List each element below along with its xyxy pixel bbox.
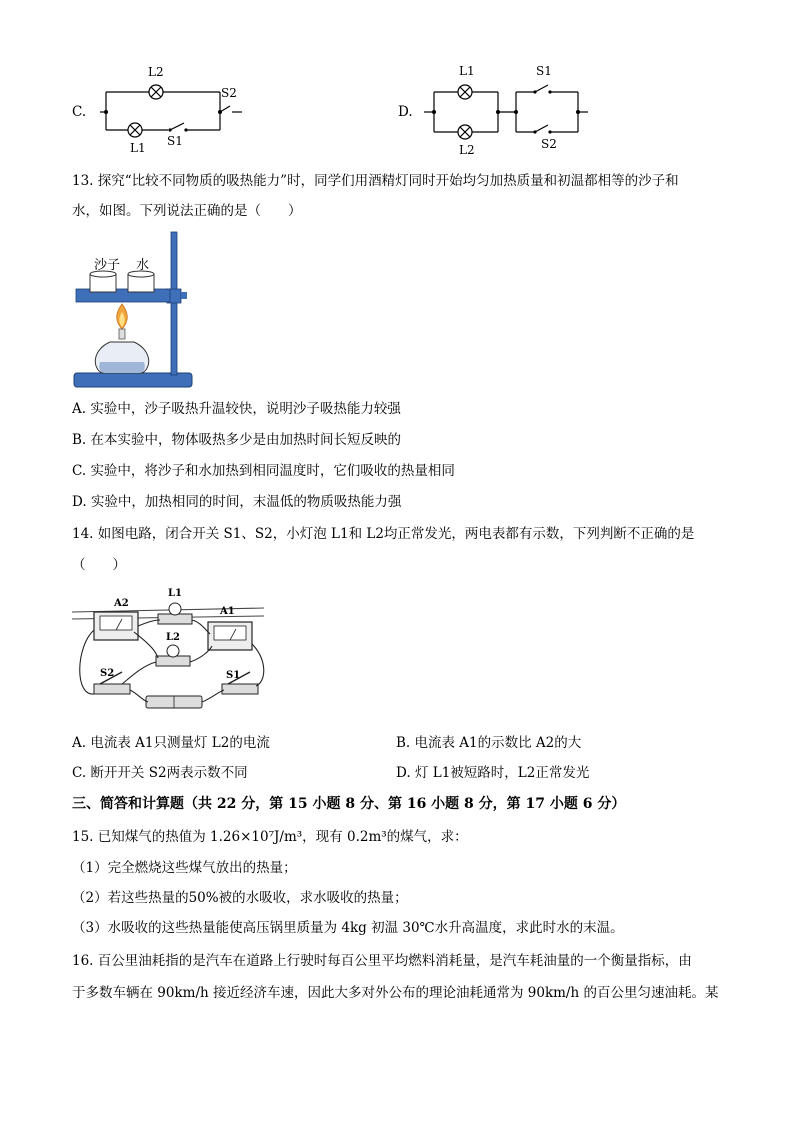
lamp-wick — [119, 329, 125, 339]
circuit-d-s1-label: S1 — [536, 64, 552, 78]
q14-stem-line2: （ ） — [72, 557, 126, 573]
junction-dot — [533, 90, 536, 93]
option-key: B. — [72, 432, 87, 448]
junction-dot — [432, 110, 436, 114]
option-key: C. — [72, 765, 87, 781]
q14-option-d[interactable] — [396, 763, 589, 783]
circuit-c-l2-label: L2 — [148, 65, 164, 79]
wire — [252, 644, 264, 686]
switch-s1-lever — [535, 85, 548, 92]
circuit-d-l1-label: L1 — [459, 64, 475, 78]
ammeter-a2-dial — [100, 616, 132, 630]
lamp-l2-bulb — [167, 645, 179, 657]
option-text: 灯 L1被短路时，L2正常发光 — [414, 765, 590, 781]
junction-dot — [533, 130, 536, 133]
q13-stem-line2: 水，如图。下列说法正确的是（ ） — [72, 203, 302, 219]
fig-water-label: 水 — [136, 258, 150, 273]
fig-s1-label: S1 — [226, 670, 241, 681]
circuit-c-s1-label: S1 — [167, 134, 183, 148]
q14-option-b[interactable] — [396, 733, 581, 753]
q13-option-a[interactable] — [72, 399, 401, 419]
junction-dot — [576, 110, 580, 114]
lamp-l1-bulb — [169, 603, 181, 615]
option-key: D. — [396, 765, 411, 781]
circuit-d-l2-label: L2 — [459, 143, 475, 157]
fig-a2-label: A2 — [114, 598, 129, 609]
circuit-d-diagram — [418, 62, 598, 157]
sand-water-heating-apparatus — [70, 228, 200, 393]
q16-line1: 16. 百公里油耗指的是汽车在道路上行驶时每百公里平均燃料消耗量，是汽车耗油量的一个衡量指标，由 — [72, 953, 692, 969]
fig-s2-label: S2 — [100, 668, 115, 679]
fig-l1-label: L1 — [168, 588, 182, 599]
fig-sand-label: 沙子 — [94, 258, 121, 273]
q15-part-3: （3）水吸收的这些热量能使高压锅里质量为 4kg 初温 30℃水升高温度，求此时水的末温。 — [72, 920, 624, 936]
fig-a1-label: A1 — [220, 606, 235, 617]
junction-dot — [168, 128, 171, 131]
circuit-d-s2-label: S2 — [541, 137, 557, 151]
option-text: 实验中，加热相同的时间，末温低的物质吸热能力强 — [90, 494, 402, 510]
q15-stem: 15. 已知煤气的热值为 1.26×10⁷J/m³，现有 0.2m³的煤气，求： — [72, 829, 468, 845]
junction-dot — [496, 110, 500, 114]
option-key: A. — [72, 401, 87, 417]
wire — [138, 620, 160, 626]
wire — [192, 620, 210, 634]
option-key: A. — [72, 735, 87, 751]
junction-dot — [218, 110, 222, 114]
stand-rod — [171, 232, 177, 375]
junction-dot — [548, 130, 551, 133]
fig-l2-label: L2 — [166, 632, 180, 643]
option-text: 实验中，将沙子和水加热到相同温度时，它们吸收的热量相同 — [90, 463, 455, 479]
q14-option-c[interactable] — [72, 763, 248, 783]
q16-line2: 于多数车辆在 90km/h 接近经济车速，因此大多对外公布的理论油耗通常为 90km/h 的百公里匀速油耗。某 — [72, 985, 719, 1001]
q13-option-b[interactable] — [72, 430, 401, 450]
section-3-heading: 三、简答和计算题（共 22 分，第 15 小题 8 分、第 16 小题 8 分，第 17 小题 6 分） — [72, 796, 626, 812]
junction-dot — [104, 110, 108, 114]
switch-s2 — [94, 684, 130, 694]
q14-stem-line1: 14. 如图电路，闭合开关 S1、S2，小灯泡 L1和 L2均正常发光，两电表都有示数，下列判断不正确的是 — [72, 526, 695, 542]
circuit-c-s2-label: S2 — [221, 86, 237, 100]
option-text: 电流表 A1只测量灯 L2的电流 — [90, 735, 270, 751]
option-key: D. — [72, 494, 87, 510]
switch-s1 — [222, 684, 258, 694]
q14-option-a[interactable] — [72, 733, 270, 753]
junction-dot — [184, 128, 187, 131]
option-text: 在本实验中，物体吸热多少是由加热时间长短反映的 — [90, 432, 402, 448]
alcohol-liquid — [99, 362, 145, 373]
q15-part-1: （1）完全燃烧这些煤气放出的热量； — [72, 860, 297, 876]
physical-circuit-photo — [72, 586, 268, 718]
wire — [122, 662, 156, 684]
option-key: C. — [72, 463, 87, 479]
wire — [130, 690, 148, 702]
q15-part-2: （2）若这些热量的50%被的水吸收，求水吸收的热量； — [72, 890, 408, 906]
option-text: 断开开关 S2两表示数不同 — [90, 765, 248, 781]
option-c-label: C. — [72, 104, 87, 120]
q13-stem-line1: 13. 探究“比较不同物质的吸热能力”时，同学们用酒精灯同时开始均匀加热质量和初温都相等的沙子和 — [72, 173, 679, 189]
ammeter-a1-dial — [214, 626, 246, 640]
option-text: 实验中，沙子吸热升温较快，说明沙子吸热能力较强 — [90, 401, 401, 417]
option-key: B. — [396, 735, 411, 751]
junction-dot — [548, 90, 551, 93]
option-d-label: D. — [398, 104, 413, 120]
q13-option-d[interactable] — [72, 492, 401, 512]
circuit-c-l1-label: L1 — [130, 141, 146, 155]
wire — [202, 690, 224, 702]
option-text: 电流表 A1的示数比 A2的大 — [414, 735, 582, 751]
switch-s2-lever — [535, 125, 548, 132]
junction-dot — [514, 110, 518, 114]
wire — [80, 630, 94, 694]
clamp-screw — [181, 292, 187, 299]
q13-option-c[interactable] — [72, 461, 455, 481]
switch-s1-lever — [170, 123, 184, 130]
